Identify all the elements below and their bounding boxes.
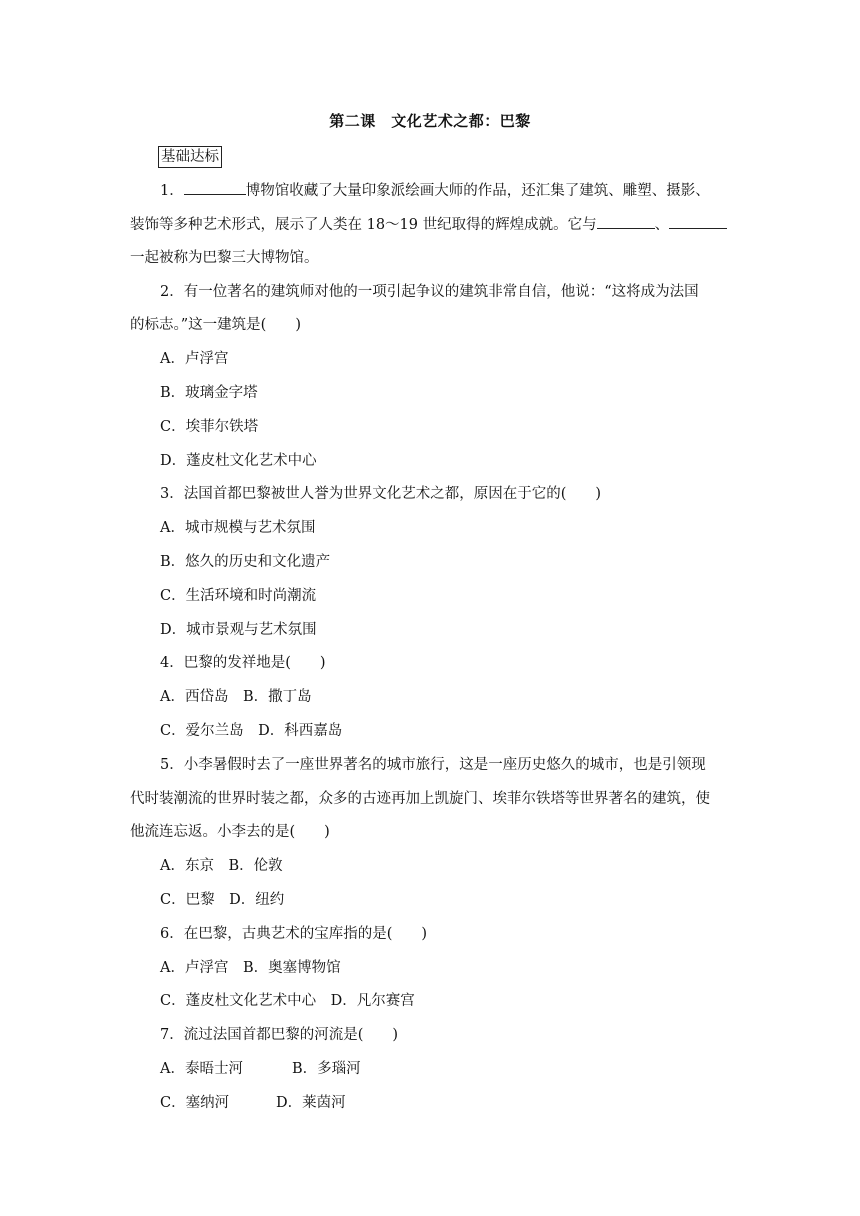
question-3-line-1: 3．法国首都巴黎被世人誉为世界文化艺术之都，原因在于它的( ) (160, 486, 602, 502)
separator: 、 (654, 217, 670, 233)
question-2-line-1: 2．有一位著名的建筑师对他的一项引起争议的建筑非常自信，他说：“这将成为法国 (160, 284, 699, 300)
option-b: B．玻璃金字塔 (160, 385, 258, 401)
answer-blank[interactable] (669, 214, 727, 229)
answer-blank[interactable] (184, 180, 246, 195)
option-d: D．城市景观与艺术氛围 (160, 622, 317, 638)
options-ab: A．卢浮宫 B．奥塞博物馆 (160, 960, 341, 976)
question-1-text: 博物馆收藏了大量印象派绘画大师的作品，还汇集了建筑、雕塑、摄影、 (245, 183, 710, 199)
question-5-line-3: 他流连忘返。小李去的是( ) (130, 824, 330, 840)
question-6-line-1: 6．在巴黎，古典艺术的宝库指的是( ) (160, 926, 428, 942)
question-1-line-2 (130, 214, 727, 235)
question-5-line-2: 代时装潮流的世界时装之都，众多的古迹再加上凯旋门、埃菲尔铁塔等世界著名的建筑，使 (130, 791, 710, 807)
option-b: B．悠久的历史和文化遗产 (160, 554, 331, 570)
question-1-line-3: 一起被称为巴黎三大博物馆。 (130, 250, 319, 266)
question-5-line-1: 5．小李暑假时去了一座世界著名的城市旅行，这是一座历史悠久的城市，也是引领现 (160, 757, 706, 773)
option-d: D．蓬皮杜文化艺术中心 (160, 453, 317, 469)
option-b: B．多瑙河 (292, 1061, 361, 1077)
options-cd: C．巴黎 D．纽约 (160, 892, 285, 908)
options-ab: A．西岱岛 B．撒丁岛 (160, 689, 312, 705)
options-cd: C．蓬皮杜文化艺术中心 D．凡尔赛宫 (160, 993, 415, 1009)
question-1-number: 1． (160, 183, 184, 199)
option-d: D．莱茵河 (276, 1095, 346, 1111)
option-c: C．生活环境和时尚潮流 (160, 588, 317, 604)
page-title: 第二课 文化艺术之都：巴黎 (329, 112, 531, 130)
question-7-line-1: 7．流过法国首都巴黎的河流是( ) (160, 1027, 399, 1043)
answer-blank[interactable] (597, 214, 655, 229)
question-1-line-1 (160, 180, 710, 201)
option-a: A．泰晤士河 (160, 1061, 243, 1077)
question-2-line-2: 的标志。”这一建筑是( ) (130, 317, 301, 333)
option-a: A．卢浮宫 (160, 351, 229, 367)
options-cd: C．爱尔兰岛 D．科西嘉岛 (160, 723, 343, 739)
option-c: C．塞纳河 (160, 1095, 230, 1111)
section-label: 基础达标 (158, 146, 222, 168)
question-4-line-1: 4．巴黎的发祥地是( ) (160, 655, 326, 671)
option-c: C．埃菲尔铁塔 (160, 419, 259, 435)
option-a: A．城市规模与艺术氛围 (160, 520, 316, 536)
question-1-text: 装饰等多种艺术形式，展示了人类在 18～19 世纪取得的辉煌成就。它与 (130, 217, 597, 233)
options-ab: A．东京 B．伦敦 (160, 858, 283, 874)
